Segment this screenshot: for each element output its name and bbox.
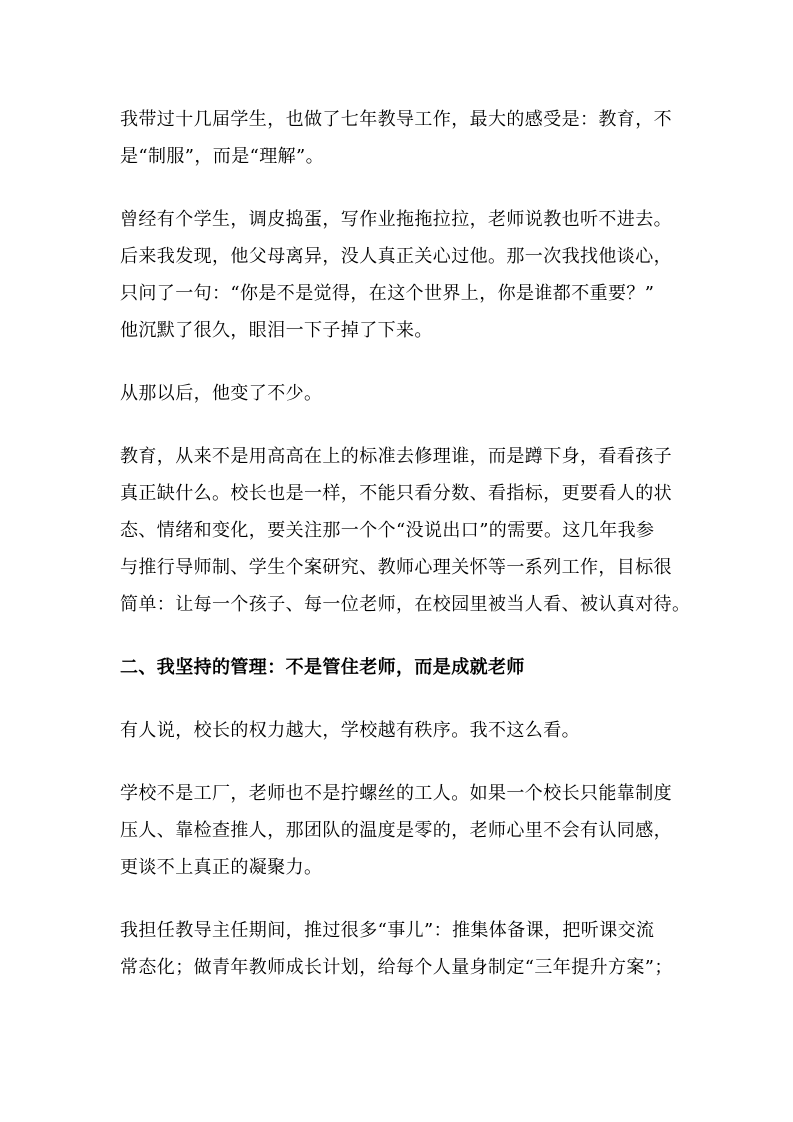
text-line: 常态化；做青年教师成长计划，给每个人量身制定“三年提升方案”； bbox=[120, 957, 673, 978]
text-line: 与推行导师制、学生个案研究、教师心理关怀等一系列工作，目标很 bbox=[120, 557, 672, 578]
text-line: 是“制服”，而是“理解”。 bbox=[120, 146, 325, 167]
text-line: 我担任教导主任期间，推过很多“事儿”：推集体备课，把听课交流 bbox=[120, 920, 655, 941]
text-line: 简单：让每一个孩子、每一位老师，在校园里被当人看、被认真对待。 bbox=[120, 594, 691, 615]
text-line: 只问了一句：“你是不是觉得，在这个世界上，你是谁都不重要？” bbox=[120, 283, 655, 304]
text-line: 他沉默了很久，眼泪一下子掉了下来。 bbox=[120, 320, 433, 341]
text-line: 更谈不上真正的凝聚力。 bbox=[120, 857, 323, 878]
text-line: 我带过十几届学生，也做了七年教导工作，最大的感受是：教育，不 bbox=[120, 109, 672, 130]
text-line: 教育，从来不是用高高在上的标准去修理谁，而是蹲下身，看看孩子 bbox=[120, 446, 672, 467]
section-heading-2: 二、我坚持的管理：不是管住老师，而是成就老师 bbox=[120, 657, 525, 678]
text-line: 态、情绪和变化，要关注那一个个“没说出口”的需要。这几年我参 bbox=[120, 520, 655, 541]
text-line: 学校不是工厂，老师也不是拧螺丝的工人。如果一个校长只能靠制度 bbox=[120, 783, 672, 804]
paragraph-7 bbox=[120, 912, 680, 986]
text-line: 真正缺什么。校长也是一样，不能只看分数、看指标，更要看人的状 bbox=[120, 483, 672, 504]
paragraph-2 bbox=[120, 201, 680, 349]
document-body bbox=[120, 101, 691, 1012]
text-line: 曾经有个学生，调皮捣蛋，写作业拖拖拉拉，老师说教也听不进去。 bbox=[120, 209, 672, 230]
paragraph-4 bbox=[120, 438, 691, 623]
paragraph-1 bbox=[120, 101, 680, 175]
text-line: 压人、靠检查推人，那团队的温度是零的，老师心里不会有认同感， bbox=[120, 820, 672, 841]
paragraph-5 bbox=[120, 712, 680, 749]
paragraph-6 bbox=[120, 775, 680, 886]
text-line: 从那以后，他变了不少。 bbox=[120, 383, 323, 404]
text-line: 后来我发现，他父母离异，没人真正关心过他。那一次我找他谈心， bbox=[120, 246, 672, 267]
text-line: 有人说，校长的权力越大，学校越有秩序。我不这么看。 bbox=[120, 720, 580, 741]
paragraph-3 bbox=[120, 375, 680, 412]
